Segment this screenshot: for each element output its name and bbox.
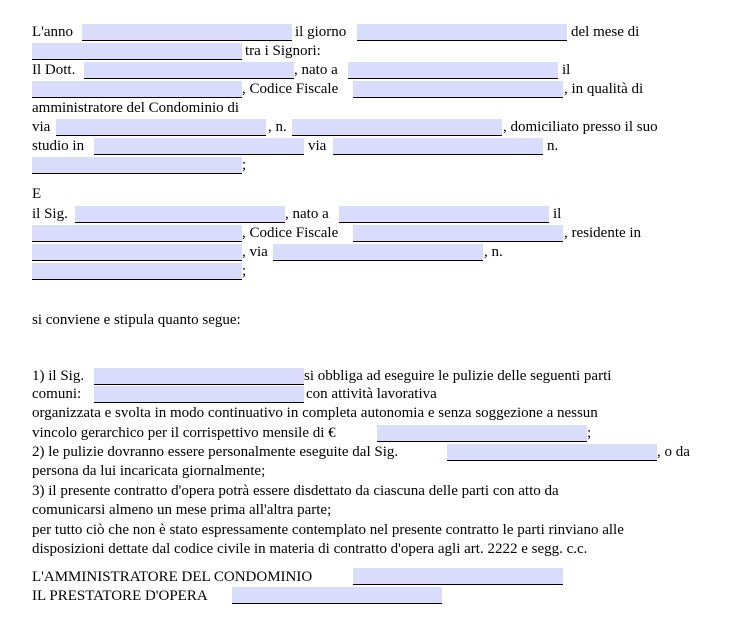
label-si-conviene: si conviene e stipula quanto segue: (32, 312, 241, 328)
semicolon: ; (242, 157, 247, 173)
label-attivita: con attività lavorativa (306, 386, 437, 402)
label-nato-a: , nato a (294, 62, 338, 78)
corrispettivo-field[interactable] (377, 425, 587, 442)
studio-via-field[interactable] (333, 138, 543, 155)
sig-residenza-field[interactable] (32, 244, 242, 261)
semicolon-2: ; (242, 263, 247, 279)
label-il-dott: Il Dott. (32, 62, 76, 78)
dott-birthdate-field[interactable] (32, 81, 242, 98)
label-residente-in: , residente in (564, 225, 642, 241)
label-domiciliato: , domiciliato presso il suo (503, 119, 658, 135)
label-disposizioni: disposizioni dettate dal codice civile in materia di contratto d'opera agli art. 2222 e segg. c.c. (32, 541, 588, 557)
label-comuni: comuni: (32, 386, 82, 402)
label-nato-a-2: , nato a (285, 206, 329, 222)
label-via-2: via (308, 138, 327, 154)
mese-field[interactable] (32, 43, 242, 60)
label-clausola-3: 3) il presente contratto d'opera potrà essere disdettato da ciascuna delle parti con atto da (32, 483, 559, 499)
sig-codice-fiscale-field[interactable] (353, 225, 563, 242)
label-organizzata: organizzata e svolta in modo continuativo in completa autonomia e senza soggezione a nessun (32, 405, 598, 421)
label-clausola-1: 1) il Sig. (32, 368, 85, 384)
label-tra-i-signori: tra i Signori: (245, 43, 321, 59)
label-comunicarsi: comunicarsi almeno un mese prima all'altra parte; (32, 502, 332, 518)
label-firma-amministratore: L'AMMINISTRATORE DEL CONDOMINIO (32, 569, 313, 585)
label-persona: persona da lui incaricata giornalmente; (32, 463, 266, 479)
dott-birthplace-field[interactable] (348, 62, 558, 79)
giorno-field[interactable] (357, 24, 567, 41)
label-codice-fiscale-2: , Codice Fiscale (242, 225, 339, 241)
anno-field[interactable] (82, 24, 292, 41)
label-studio-in: studio in (32, 138, 85, 154)
clausola1-sig-field[interactable] (94, 368, 304, 385)
label-amministratore: amministratore del Condominio di (32, 100, 240, 116)
sig-via-field[interactable] (273, 244, 483, 261)
clausola2-sig-field[interactable] (447, 444, 657, 461)
studio-citta-field[interactable] (94, 138, 304, 155)
sig-name-field[interactable] (75, 206, 285, 223)
label-e: E (32, 186, 42, 202)
condominio-n-field[interactable] (292, 119, 502, 136)
label-n: , n. (268, 119, 287, 135)
label-per-tutto: per tutto ciò che non è stato espressamente contemplato nel presente contratto le parti rinviano alle (32, 522, 624, 538)
sig-n-field[interactable] (32, 263, 242, 280)
label-firma-prestatore: IL PRESTATORE D'OPERA (32, 588, 208, 604)
semicolon-3: ; (587, 425, 592, 441)
label-anno: L'anno (32, 24, 74, 40)
label-il-2: il (553, 206, 562, 222)
condominio-via-field[interactable] (56, 119, 266, 136)
label-vincolo: vincolo gerarchico per il corrispettivo mensile di € (32, 425, 336, 441)
label-in-qualita: , in qualità di (564, 81, 644, 97)
firma-amministratore-field[interactable] (353, 568, 563, 585)
label-o-da: , o da (657, 444, 690, 460)
label-clausola-2: 2) le pulizie dovranno essere personalmente eseguite dal Sig. (32, 444, 399, 460)
sig-birthdate-field[interactable] (32, 225, 242, 242)
label-n-3: , n. (484, 244, 503, 260)
studio-n-field[interactable] (32, 157, 242, 174)
firma-prestatore-field[interactable] (232, 587, 442, 604)
label-via-3: , via (242, 244, 268, 260)
label-giorno: il giorno (295, 24, 347, 40)
label-codice-fiscale: , Codice Fiscale (242, 81, 339, 97)
dott-codice-fiscale-field[interactable] (353, 81, 563, 98)
label-via: via (32, 119, 51, 135)
label-mese: del mese di (571, 24, 640, 40)
parti-comuni-field[interactable] (94, 386, 304, 403)
label-n-end: n. (547, 138, 559, 154)
dott-name-field[interactable] (84, 62, 294, 79)
sig-birthplace-field[interactable] (339, 206, 549, 223)
label-si-obbliga: si obbliga ad eseguire le pulizie delle seguenti parti (304, 368, 612, 384)
label-il: il (562, 62, 571, 78)
label-il-sig: il Sig. (32, 206, 68, 222)
spacer (264, 100, 265, 117)
